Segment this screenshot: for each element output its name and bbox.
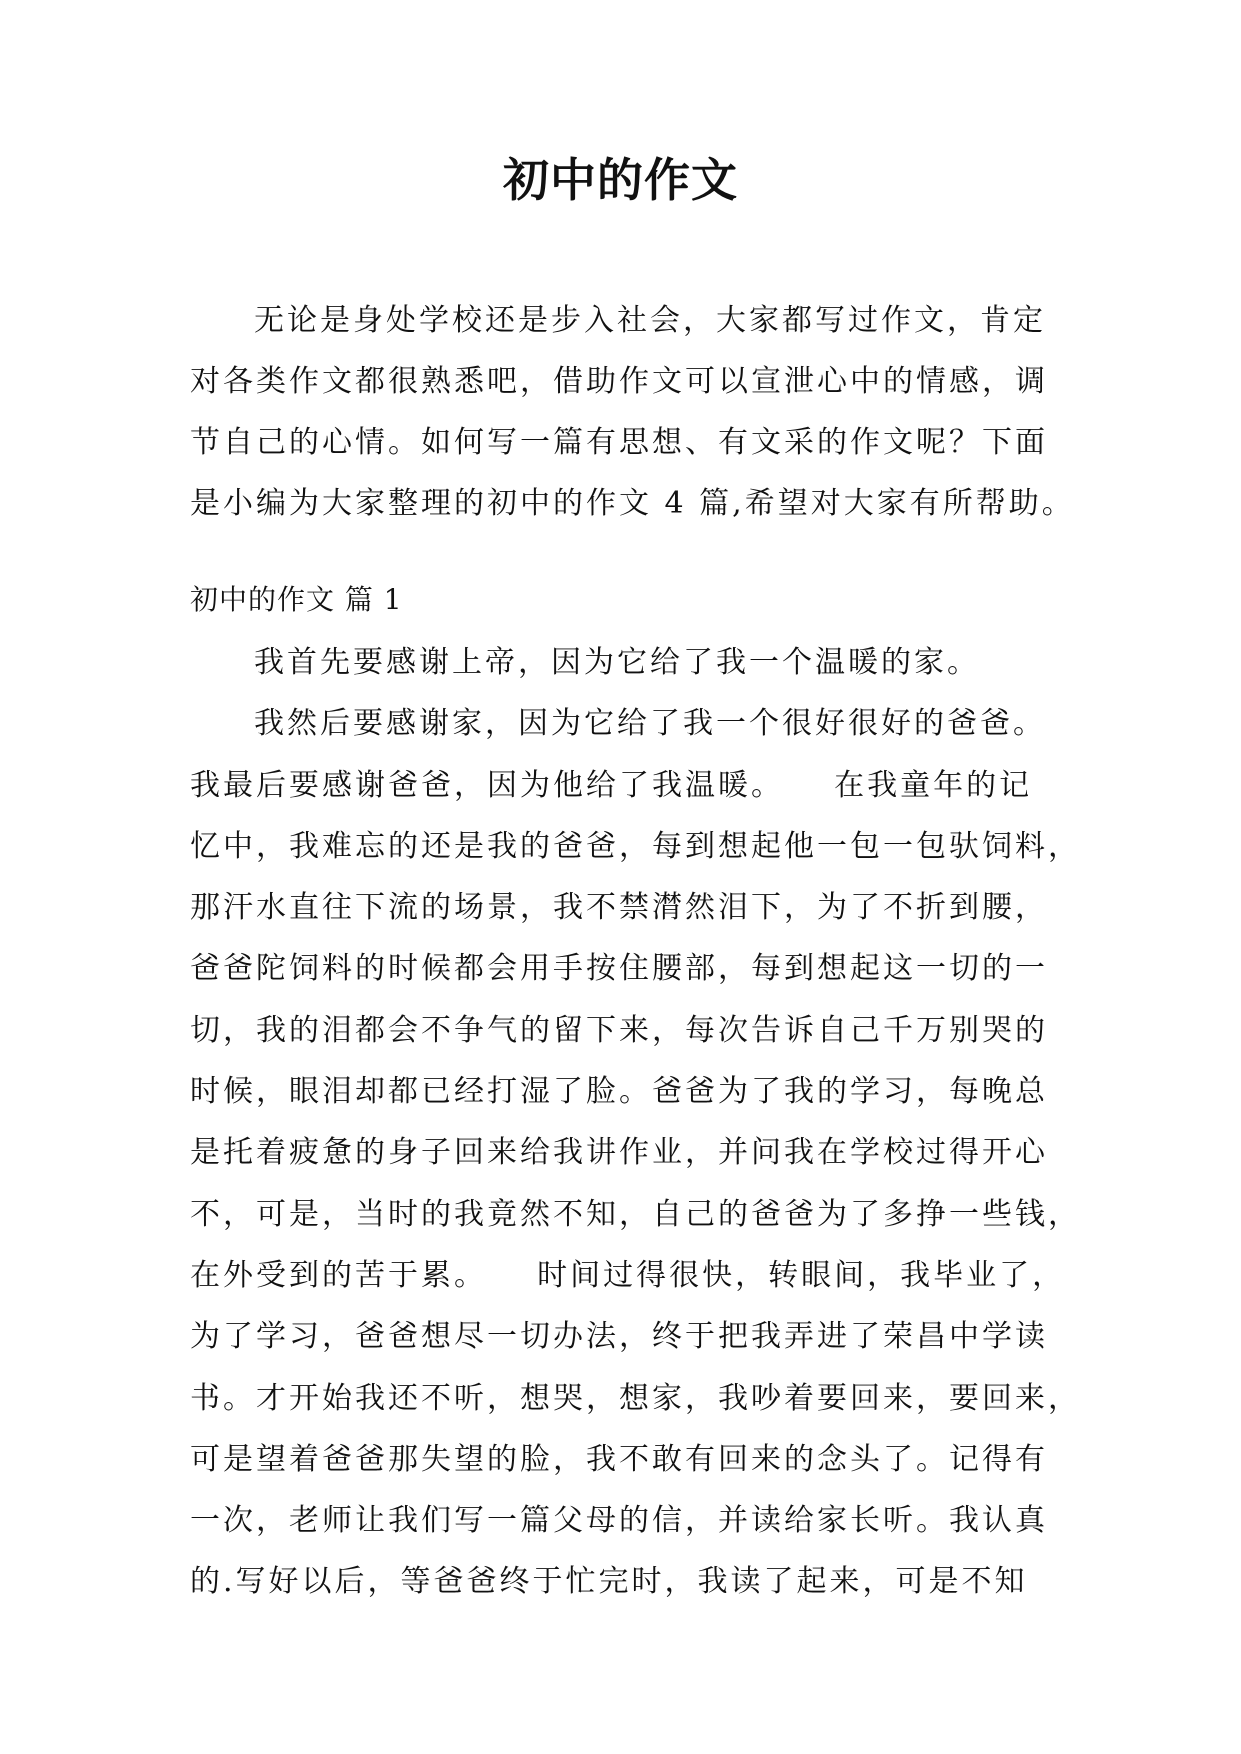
body-line: 我最后要感谢爸爸，因为他给了我温暖。 在我童年的记 — [190, 767, 1033, 803]
body-line: 我首先要感谢上帝，因为它给了我一个温暖的家。 — [254, 645, 980, 680]
intro-line: 对各类作文都很熟悉吧，借助作文可以宣泄心中的情感，调 — [190, 364, 1048, 399]
body-line: 我然后要感谢家，因为它给了我一个很好很好的爸爸。 — [254, 706, 1046, 742]
body-line: 切，我的泪都会不争气的留下来，每次告诉自己千万别哭的 — [190, 1012, 1048, 1048]
body-line: 那汗水直往下流的场景，我不禁潸然泪下，为了不折到腰， — [190, 890, 1048, 926]
body-line: 在外受到的苦于累。 时间过得很快，转眼间，我毕业了， — [190, 1257, 1066, 1293]
body-line: 书。才开始我还不听，想哭，想家，我吵着要回来，要回来， — [190, 1380, 1081, 1416]
intro-paragraph — [190, 290, 1075, 534]
body-line: 为了学习，爸爸想尽一切办法，终于把我弄进了荣昌中学读 — [190, 1319, 1048, 1355]
body-line: 可是望着爸爸那失望的脸，我不敢有回来的念头了。记得有 — [190, 1441, 1048, 1477]
body-line: 的.写好以后，等爸爸终于忙完时，我读了起来，可是不知 — [190, 1564, 1028, 1600]
section-heading: 初中的作文 篇 1 — [190, 583, 403, 616]
body-line: 忆中，我难忘的还是我的爸爸，每到想起他一包一包驮饲料， — [190, 828, 1081, 864]
document-title: 初中的作文 — [503, 153, 738, 207]
essay-body — [190, 632, 1080, 1613]
intro-line: 节自己的心情。如何写一篇有思想、有文采的作文呢？下面 — [190, 425, 1048, 460]
body-line: 一次，老师让我们写一篇父母的信，并读给家长听。我认真 — [190, 1503, 1048, 1539]
intro-line: 无论是身处学校还是步入社会，大家都写过作文，肯定 — [254, 303, 1046, 338]
body-line: 时候，眼泪却都已经打湿了脸。爸爸为了我的学习，每晚总 — [190, 1074, 1048, 1110]
body-line: 不，可是，当时的我竟然不知，自己的爸爸为了多挣一些钱， — [190, 1196, 1081, 1232]
body-line: 爸爸陀饲料的时候都会用手按住腰部，每到想起这一切的一 — [190, 951, 1048, 987]
body-line: 是托着疲惫的身子回来给我讲作业，并问我在学校过得开心 — [190, 1135, 1048, 1171]
intro-line: 是小编为大家整理的初中的作文 4 篇,希望对大家有所帮助。 — [190, 486, 1075, 521]
